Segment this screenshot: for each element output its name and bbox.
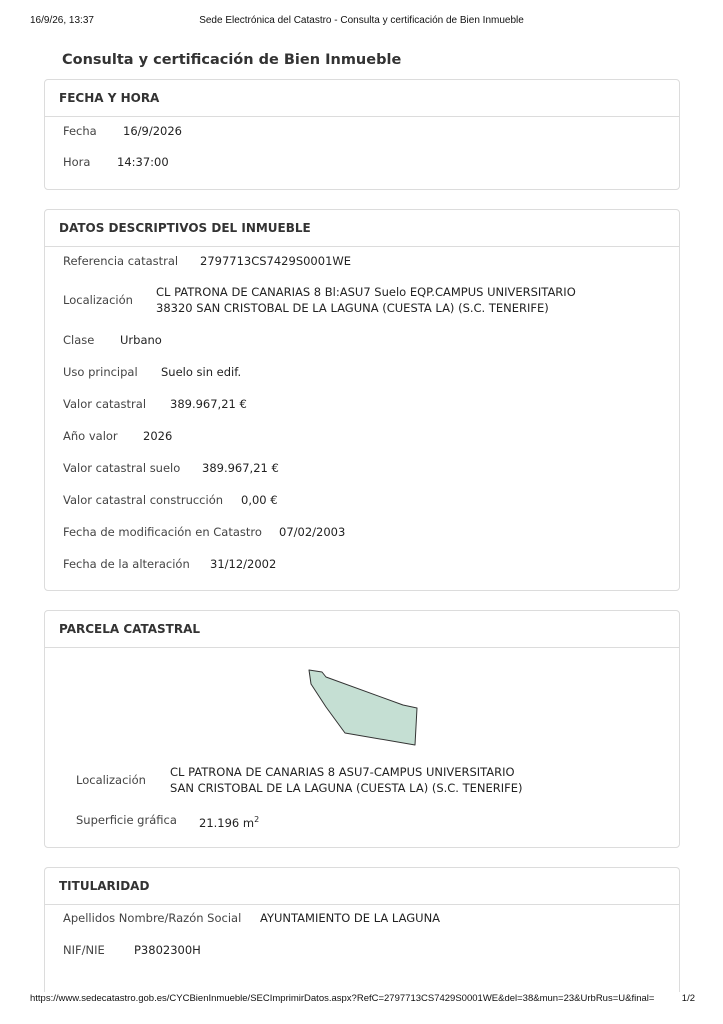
parcela-localizacion-line2: SAN CRISTOBAL DE LA LAGUNA (CUESTA LA) (S.C. TENERIFE) [170,781,523,795]
valor-value: 389.967,21 € [170,397,247,411]
valor-construccion-value: 0,00 € [241,493,278,507]
row-localizacion [63,284,623,318]
hora-value: 14:37:00 [117,155,169,169]
localizacion-label: Localización [63,293,133,307]
uso-label: Uso principal [63,365,138,379]
superficie-number: 21.196 m [199,815,255,830]
valor-construccion-label: Valor catastral construcción [63,493,224,507]
fecha-value: 16/9/2026 [123,124,182,138]
referencia-value: 2797713CS7429S0001WE [200,254,352,268]
anio-label: Año valor [63,429,118,443]
localizacion-line2: 38320 SAN CRISTOBAL DE LA LAGUNA (CUESTA LA) (S.C. TENERIFE) [156,301,549,315]
panel-heading-parcela: PARCELA CATASTRAL [45,611,679,648]
nombre-value: AYUNTAMIENTO DE LA LAGUNA [260,911,441,925]
print-title: Sede Electrónica del Catastro - Consulta y certificación de Bien Inmueble [199,15,524,26]
hora-label: Hora [63,155,91,169]
panel-titularidad [44,867,680,992]
nombre-label: Apellidos Nombre/Razón Social [63,911,242,925]
fecha-label: Fecha [63,124,97,138]
fecha-alt-label: Fecha de la alteración [63,557,190,571]
nif-value: P3802300H [134,943,201,957]
superficie-value [199,812,259,831]
valor-suelo-label: Valor catastral suelo [63,461,181,475]
page-number: 1/2 [681,993,695,1004]
referencia-label: Referencia catastral [63,254,179,268]
parcela-localizacion-label: Localización [76,773,146,787]
print-footer [0,993,723,1009]
panel-heading-titularidad: TITULARIDAD [45,868,679,905]
panel-heading-fecha-hora: FECHA Y HORA [45,80,679,117]
row-parcela-localizacion [76,764,636,798]
page-title: Consulta y certificación de Bien Inmueble [62,52,402,68]
nif-label: NIF/NIE [63,943,105,957]
fecha-mod-value: 07/02/2003 [279,525,346,539]
uso-value: Suelo sin edif. [161,365,242,379]
valor-label: Valor catastral [63,397,147,411]
print-url: https://www.sedecatastro.gob.es/CYCBienInmueble/SECImprimirDatos.aspx?RefC=2797713CS7429S0001WE&del=38&mun=23&UrbRus=U&final= [30,993,655,1004]
print-header [0,15,723,31]
superficie-exponent: 2 [254,815,260,824]
clase-label: Clase [63,333,95,347]
anio-value: 2026 [143,429,173,443]
localizacion-line1: CL PATRONA DE CANARIAS 8 Bl:ASU7 Suelo EQP.CAMPUS UNIVERSITARIO [156,285,576,299]
clase-value: Urbano [120,333,162,347]
panel-heading-datos: DATOS DESCRIPTIVOS DEL INMUEBLE [45,210,679,247]
fecha-alt-value: 31/12/2002 [210,557,277,571]
valor-suelo-value: 389.967,21 € [202,461,279,475]
parcel-shape [309,670,417,745]
print-datetime: 16/9/26, 13:37 [30,15,94,26]
parcel-map [305,667,420,749]
fecha-mod-label: Fecha de modificación en Catastro [63,525,262,539]
parcela-localizacion-line1: CL PATRONA DE CANARIAS 8 ASU7-CAMPUS UNIVERSITARIO [170,765,515,779]
superficie-label: Superficie gráfica [76,813,177,827]
